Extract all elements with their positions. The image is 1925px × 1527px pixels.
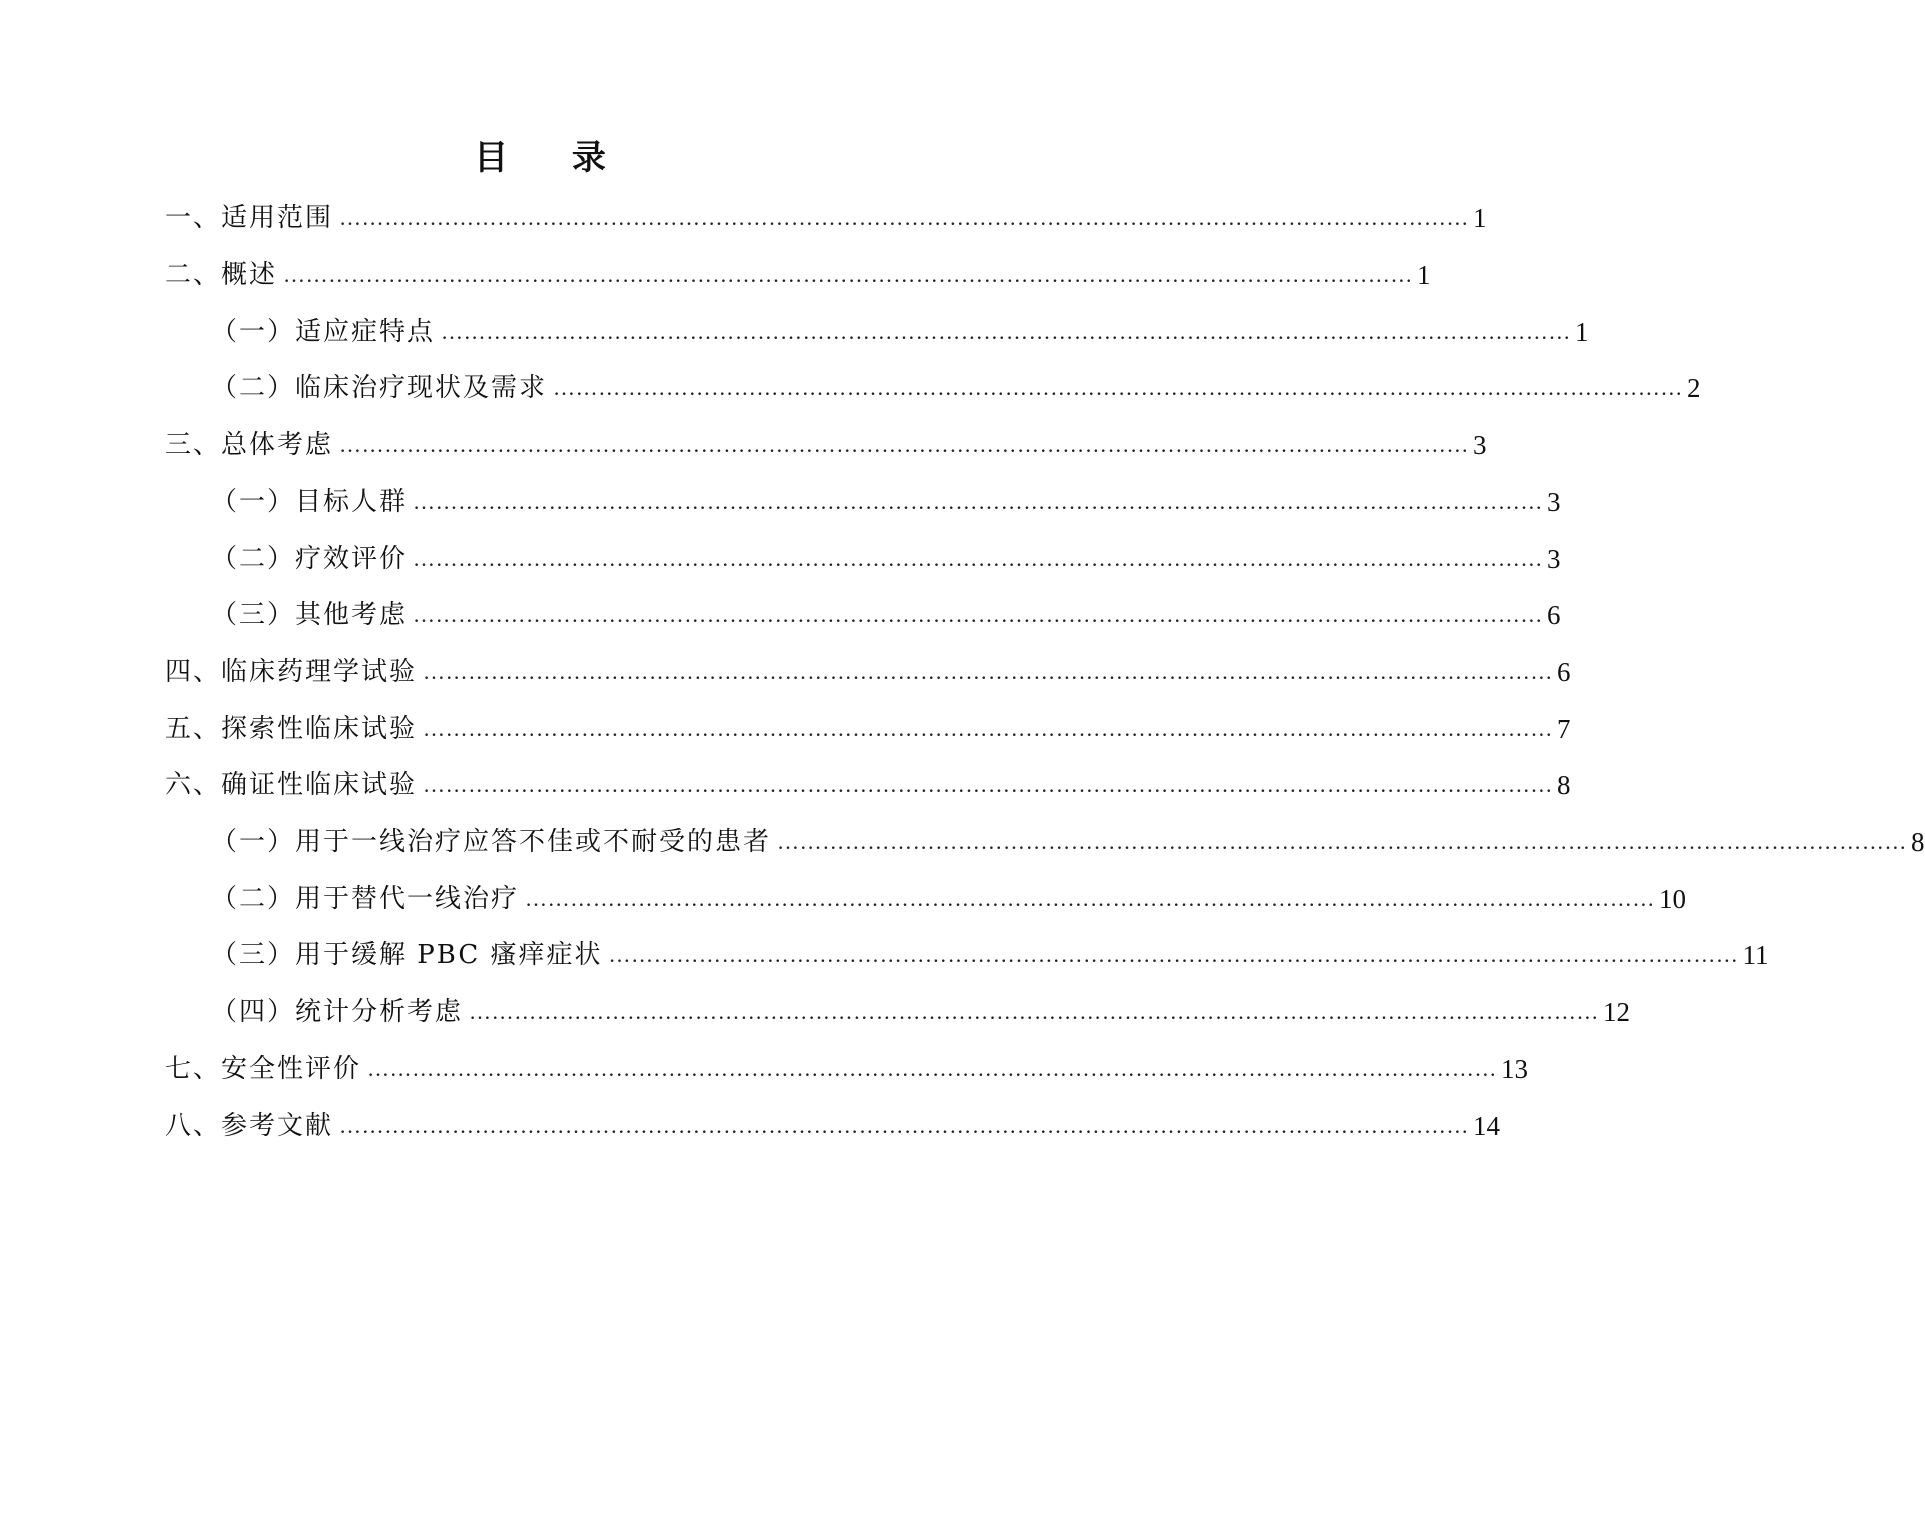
toc-entry-label: （三）其他考虑	[211, 600, 408, 631]
toc-entry-page: 1	[1473, 203, 1487, 234]
toc-leader-dots: ……………………………………………………………………………………………………………………………………	[413, 602, 1544, 628]
toc-leader-dots: ……………………………………………………………………………………………………………………………………	[469, 999, 1600, 1025]
page-title: 目 录	[474, 138, 632, 178]
toc-leader-dots: ……………………………………………………………………………………………………………………………………	[413, 488, 1544, 514]
toc-entry-label: 二、概述	[165, 260, 278, 291]
toc-entry-page: 2	[1687, 373, 1701, 404]
toc-entry[interactable]	[165, 700, 1571, 757]
toc-leader-dots: ……………………………………………………………………………………………………………………………………	[367, 1055, 1498, 1081]
toc-leader-dots: ……………………………………………………………………………………………………………………………………	[608, 942, 1739, 968]
toc-entry[interactable]	[211, 530, 1561, 587]
toc-entry-label: 八、参考文献	[165, 1110, 334, 1141]
toc-entry[interactable]	[211, 984, 1631, 1041]
toc-leader-dots: ……………………………………………………………………………………………………………………………………	[553, 375, 1684, 401]
toc-entry-label: （三）用于缓解 PBC 瘙痒症状	[211, 940, 603, 971]
toc-entry-label: （二）临床治疗现状及需求	[211, 373, 548, 404]
toc-entry-page: 7	[1557, 713, 1571, 744]
toc-entry-label: 一、适用范围	[165, 203, 334, 234]
toc-entry-page: 11	[1742, 940, 1769, 971]
toc-entry[interactable]	[211, 587, 1561, 644]
toc-entry-label: （一）用于一线治疗应答不佳或不耐受的患者	[211, 827, 772, 858]
toc-entry-label: 四、临床药理学试验	[165, 656, 418, 687]
toc-entry[interactable]	[165, 757, 1571, 814]
toc-entry-label: （二）用于替代一线治疗	[211, 883, 520, 914]
toc-entry-page: 6	[1547, 600, 1561, 631]
toc-entry[interactable]	[211, 474, 1561, 531]
toc-entry[interactable]	[211, 360, 1701, 417]
toc-entry-label: 五、探索性临床试验	[165, 713, 418, 744]
toc-entry[interactable]	[211, 303, 1589, 360]
toc-leader-dots: ……………………………………………………………………………………………………………………………………	[283, 262, 1414, 288]
toc-leader-dots: ……………………………………………………………………………………………………………………………………	[339, 1112, 1470, 1138]
toc-entry-page: 10	[1659, 883, 1687, 914]
toc-entry[interactable]	[165, 417, 1487, 474]
toc-entry[interactable]	[211, 814, 1925, 871]
toc-leader-dots: ……………………………………………………………………………………………………………………………………	[777, 829, 1908, 855]
toc-entry-page: 12	[1603, 997, 1631, 1028]
toc-leader-dots: ……………………………………………………………………………………………………………………………………	[423, 715, 1554, 741]
toc-entry-page: 13	[1501, 1053, 1529, 1084]
toc-entry-label: （二）疗效评价	[211, 543, 408, 574]
toc-leader-dots: ……………………………………………………………………………………………………………………………………	[423, 658, 1554, 684]
toc-entry[interactable]	[165, 1097, 1501, 1154]
toc-entry-page: 8	[1911, 827, 1925, 858]
toc-entry-label: 七、安全性评价	[165, 1053, 362, 1084]
toc-entry-label: （四）统计分析考虑	[211, 997, 464, 1028]
toc-entry[interactable]	[165, 247, 1431, 304]
toc-leader-dots: ……………………………………………………………………………………………………………………………………	[413, 545, 1544, 571]
toc-entry-page: 6	[1557, 656, 1571, 687]
toc-leader-dots: ……………………………………………………………………………………………………………………………………	[441, 318, 1572, 344]
toc-entry[interactable]	[165, 644, 1571, 701]
toc-entry[interactable]	[165, 190, 1487, 247]
toc-entry-page: 8	[1557, 770, 1571, 801]
toc-entry-page: 3	[1547, 543, 1561, 574]
toc-entry-label: 三、总体考虑	[165, 430, 334, 461]
toc-leader-dots: ……………………………………………………………………………………………………………………………………	[525, 885, 1656, 911]
toc-entry[interactable]	[165, 1041, 1529, 1098]
toc-entry[interactable]	[211, 870, 1687, 927]
toc-entry-page: 3	[1547, 486, 1561, 517]
toc-entry-page: 14	[1473, 1110, 1501, 1141]
toc-entry-label: （一）目标人群	[211, 486, 408, 517]
toc-entry-label: （一）适应症特点	[211, 316, 436, 347]
toc-leader-dots: ……………………………………………………………………………………………………………………………………	[339, 205, 1470, 231]
toc-leader-dots: ……………………………………………………………………………………………………………………………………	[423, 772, 1554, 798]
toc-entry-page: 1	[1417, 260, 1431, 291]
toc-entry-label: 六、确证性临床试验	[165, 770, 418, 801]
toc-entry-page: 3	[1473, 430, 1487, 461]
toc-entry[interactable]	[211, 927, 1769, 984]
toc-leader-dots: ……………………………………………………………………………………………………………………………………	[339, 432, 1470, 458]
toc-entry-page: 1	[1575, 316, 1589, 347]
